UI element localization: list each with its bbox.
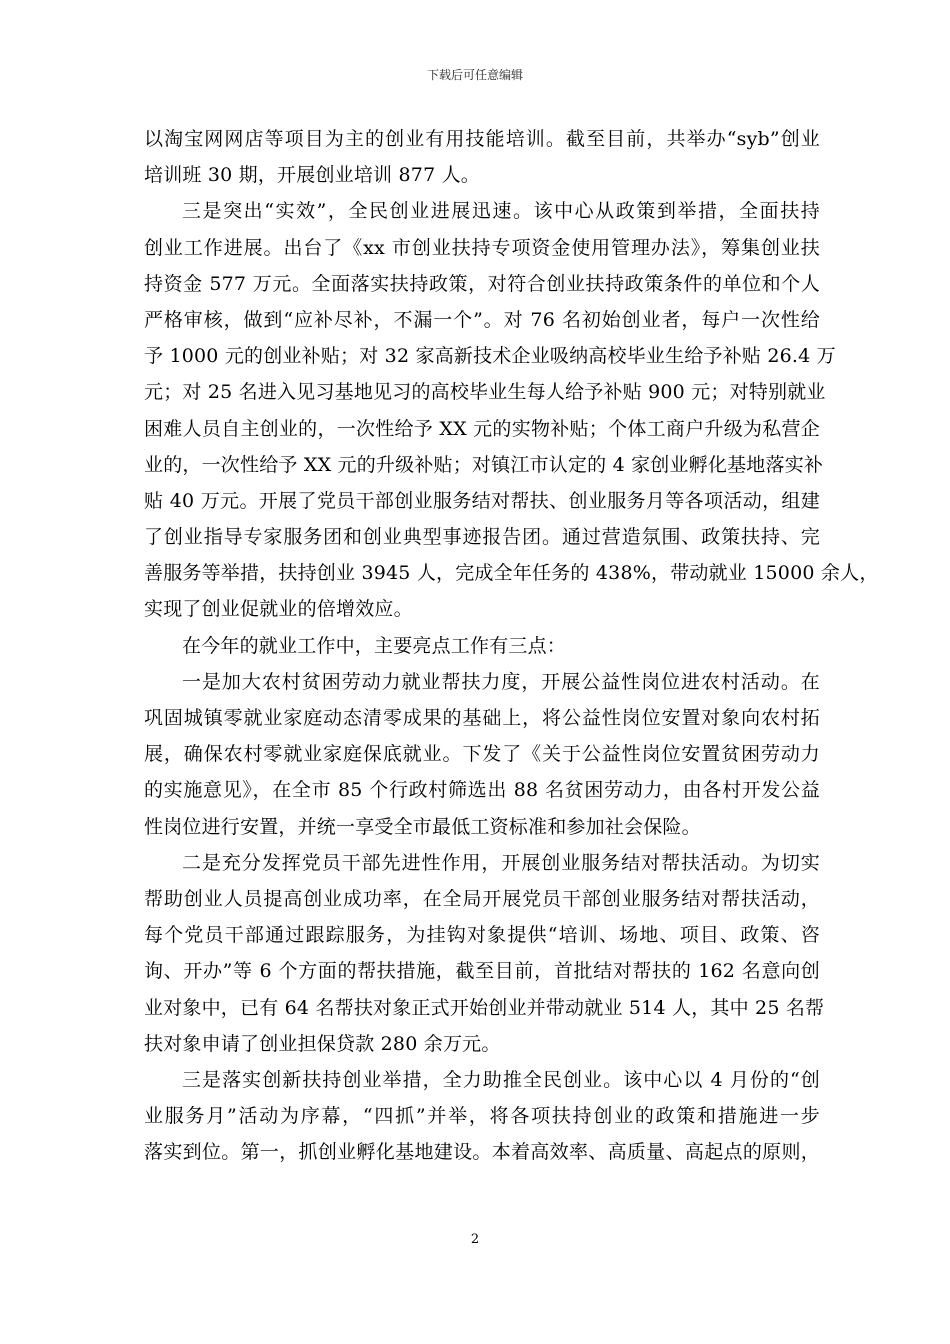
text-line: 落实到位。第一，抓创业孵化基地建设。本着高效率、高质量、高起点的原则， — [144, 1141, 820, 1164]
text-line: 二是充分发挥党员干部先进性作用，开展创业服务结对帮扶活动。为切实 — [182, 851, 820, 874]
text-line: 询、开办”等 6 个方面的帮扶措施，截至目前，首批结对帮扶的 162 名意向创 — [144, 960, 820, 983]
text-line: 以淘宝网网店等项目为主的创业有用技能培训。截至目前，共举办“syb”创业 — [144, 128, 820, 150]
text-line: 帮助创业人员提高创业成功率，在全局开展党员干部创业服务结对帮扶活动， — [144, 887, 820, 910]
text-line: 每个党员干部通过跟踪服务，为挂钩对象提供“培训、场地、项目、政策、咨 — [144, 924, 820, 947]
text-line: 持资金 577 万元。全面落实扶持政策，对符合创业扶持政策条件的单位和个人 — [144, 272, 820, 295]
text-line: 在今年的就业工作中，主要亮点工作有三点： — [182, 634, 567, 657]
text-line: 实现了创业促就业的倍增效应。 — [144, 598, 413, 621]
text-line: 性岗位进行安置，并统一享受全市最低工资标准和参加社会保险。 — [144, 815, 701, 838]
document-body — [144, 121, 879, 1170]
page-header: 下载后可任意编辑 — [426, 68, 523, 82]
text-line: 了创业指导专家服务团和创业典型事迹报告团。通过营造氛围、政策扶持、完 — [144, 526, 820, 549]
text-line: 业对象中，已有 64 名帮扶对象正式开始创业并带动就业 514 人，其中 25 名帮 — [144, 996, 825, 1019]
text-line: 培训班 30 期，开展创业培训 877 人。 — [144, 164, 481, 187]
text-line: 创业工作进展。出台了《xx 市创业扶持专项资金使用管理办法》，筹集创业扶 — [144, 236, 820, 259]
text-line: 严格审核，做到“应补尽补，不漏一个”。对 76 名初始创业者，每户一次性给 — [144, 308, 820, 331]
page-number: 2 — [470, 1232, 480, 1247]
text-line: 予 1000 元的创业补贴；对 32 家高新技术企业吸纳高校毕业生给予补贴 26.4 万 — [144, 345, 836, 368]
text-line: 一是加大农村贫困劳动力就业帮扶力度，开展公益性岗位进农村活动。在 — [182, 670, 820, 693]
text-line: 三是突出“实效”，全民创业进展迅速。该中心从政策到举措，全面扶持 — [182, 200, 820, 223]
text-line: 贴 40 万元。开展了党员干部创业服务结对帮扶、创业服务月等各项活动，组建 — [144, 489, 820, 512]
text-line: 展，确保农村零就业家庭保底就业。下发了《关于公益性岗位安置贫困劳动力 — [144, 743, 820, 766]
text-line: 业的，一次性给予 XX 元的升级补贴；对镇江市认定的 4 家创业孵化基地落实补 — [144, 453, 824, 476]
text-line: 业服务月”活动为序幕，“四抓”并举，将各项扶持创业的政策和措施进一步 — [144, 1105, 820, 1128]
text-line: 的实施意见》，在全市 85 个行政村筛选出 88 名贫困劳动力，由各村开发公益 — [144, 779, 820, 802]
text-line: 元；对 25 名进入见习基地见习的高校毕业生每人给予补贴 900 元；对特别就业 — [144, 381, 826, 404]
text-line: 困难人员自主创业的，一次性给予 XX 元的实物补贴；个体工商户升级为私营企 — [144, 417, 820, 440]
text-line: 三是落实创新扶持创业举措，全力助推全民创业。该中心以 4 月份的“创 — [182, 1068, 820, 1091]
text-line: 扶对象申请了创业担保贷款 280 余万元。 — [144, 1032, 501, 1055]
text-line: 善服务等举措，扶持创业 3945 人，完成全年任务的 438%，带动就业 15000 余人， — [144, 562, 879, 585]
text-line: 巩固城镇零就业家庭动态清零成果的基础上，将公益性岗位安置对象向农村拓 — [144, 707, 820, 729]
